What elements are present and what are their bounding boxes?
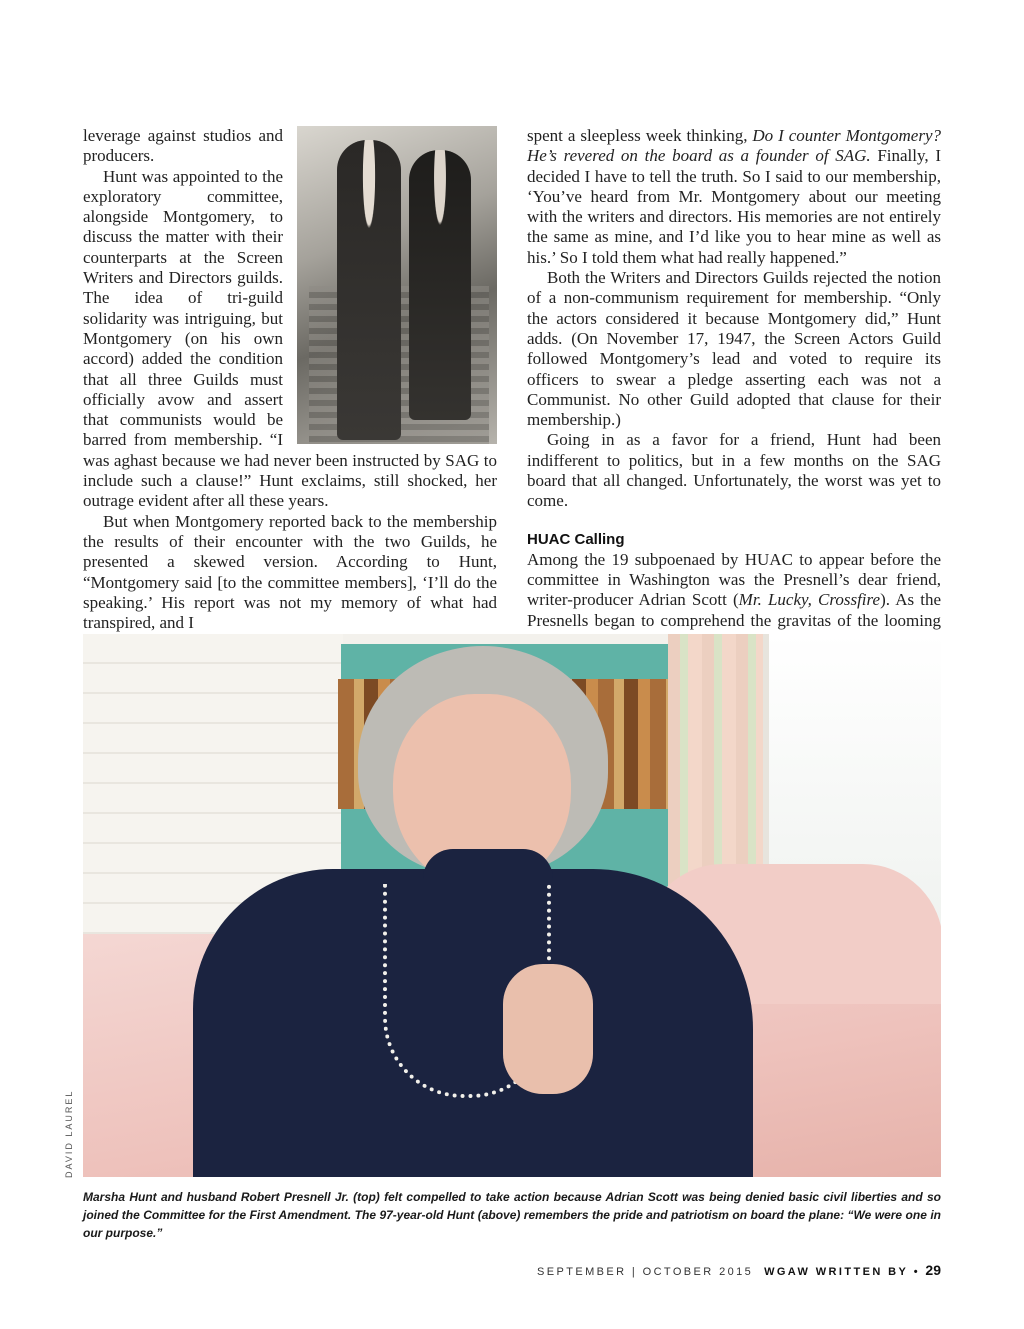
footer-bullet: •: [913, 1266, 920, 1278]
left-paragraph-3: But when Montgomery reported back to the membership the results of their encounter with the two Guilds, he presented a skewed version. According to Hunt, “Montgomery said [to the committee members], ‘I’ll do the speaking.’ His report was not my memory of what had transpired, and I: [83, 511, 497, 633]
photo-credit: DAVID LAUREL: [64, 1089, 74, 1178]
right-column: [527, 126, 941, 651]
couple-photo: [297, 126, 497, 444]
page-number: 29: [925, 1262, 941, 1278]
photo-caption: Marsha Hunt and husband Robert Presnell Jr. (top) felt compelled to take action because Adrian Scott was being denied basic civil liberties and so joined the Committee for the First Amendment. The 97-year-old Hunt (above) remembers the pride and patriotism on board the plane: “We were one in our purpose.”: [83, 1190, 941, 1240]
left-paragraph-2: Hunt was appointed to the exploratory committee, alongside Montgomery, to discuss the matter with their counterparts at the Screen Writers and Directors guilds. The idea of tri-guild solidarity was intriguing, but Montgomery (on his own accord) added the condition that all three Guilds must officially avow and assert that communists would be barred from membership. “I was aghast because we had never been instructed by SAG to include such a clause!” Hunt exclaims, still shocked, her outrage evident after all these years.: [83, 166, 497, 511]
right-paragraph-1: spent a sleepless week thinking, Do I counter Montgomery? He’s revered on the board as a founder of SAG. Finally, I decided I have to tell the truth. So I said to our membership, ‘You’ve heard from Mr. Montgomery about our meeting with the writers and directors. His memories are not entirely the same as mine, and I’d like you to hear mine as well as his.’ So I told them what had really happened.”: [527, 126, 941, 267]
issue-date: SEPTEMBER | OCTOBER 2015: [537, 1266, 754, 1278]
magazine-name: WGAW WRITTEN BY: [764, 1266, 909, 1278]
right-paragraph-2: Both the Writers and Directors Guilds rejected the notion of a non-communism requirement for membership. “Only the actors considered it because Montgomery did,” Hunt adds. (On November 17, 1947, the Screen Actors Guild followed Montgomery’s lead and voted to require its officers to swear a pledge asserting each was not a Communist. No other Guild adopted that clause for their membership.): [527, 268, 941, 430]
right-paragraph-4: Among the 19 subpoenaed by HUAC to appear before the committee in Washington was the Presnell’s dear friend, writer-producer Adrian Scott (Mr. Lucky, Crossfire). As the Presnells began to comprehend the gravitas of the looming: [527, 549, 942, 630]
left-column: [83, 126, 497, 633]
section-subhead: HUAC Calling: [527, 530, 625, 548]
left-paragraph-1: leverage against studios and producers.: [83, 126, 283, 166]
right-paragraph-3: Going in as a favor for a friend, Hunt had been indifferent to politics, but in a few months on the SAG board that all changed. Unfortunately, the worst was yet to come.: [527, 430, 941, 511]
page-footer: [537, 1262, 941, 1278]
portrait-photo: [83, 634, 941, 1177]
